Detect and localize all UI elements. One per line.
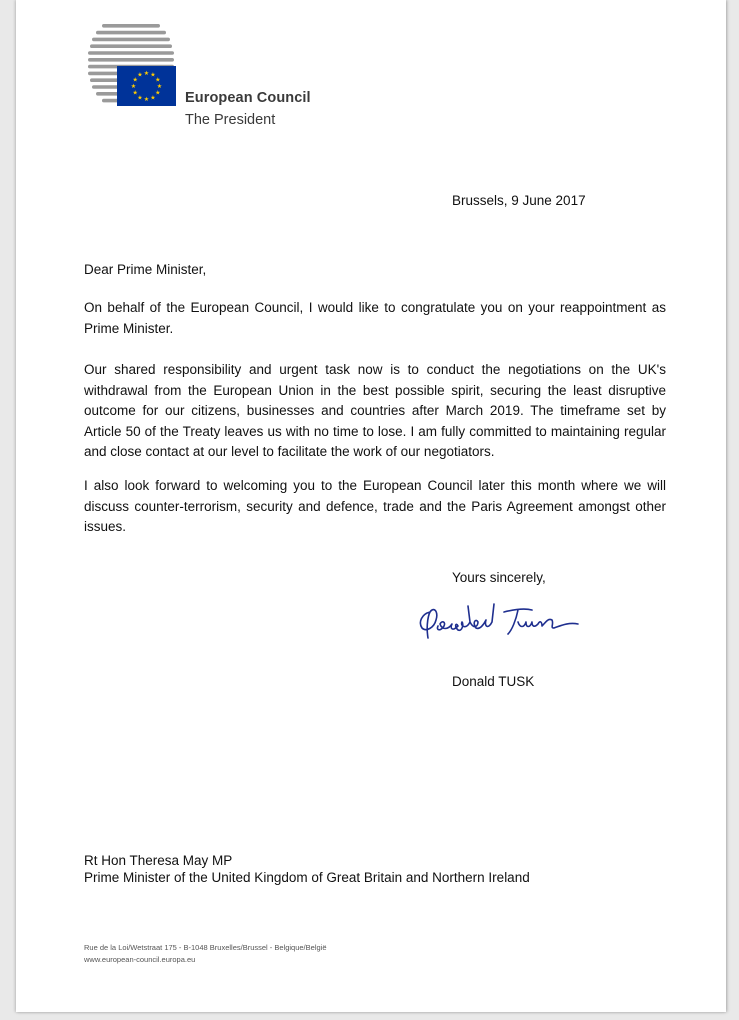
building-stripe — [88, 51, 174, 55]
eu-star-icon: ★ — [155, 76, 161, 84]
letter-date: Brussels, 9 June 2017 — [452, 193, 586, 208]
eu-star-icon: ★ — [130, 83, 137, 90]
building-stripe — [102, 24, 160, 28]
building-stripe — [90, 44, 172, 48]
building-stripe — [88, 58, 174, 62]
building-stripe — [96, 31, 166, 35]
letter-page — [16, 0, 726, 1012]
closing: Yours sincerely, — [452, 570, 546, 585]
footer-website-link[interactable]: www.european-council.europa.eu — [84, 955, 196, 964]
paragraph-3: I also look forward to welcoming you to the European Council later this month where we will discuss counter-terrorism, security and defence, trade and the Paris Agreement amongst other issues. — [84, 478, 666, 534]
eu-star-icon: ★ — [132, 89, 138, 97]
paragraph-1: On behalf of the European Council, I would like to congratulate you on your reappointment as Prime Minister. — [84, 300, 666, 336]
recipient-title: Prime Minister of the United Kingdom of Great Britain and Northern Ireland — [84, 870, 530, 885]
eu-star-icon: ★ — [143, 96, 150, 103]
eu-star-icon: ★ — [137, 71, 143, 79]
paragraph-2: Our shared responsibility and urgent task now is to conduct the negotiations on the UK's withdrawal from the European Union in the best possible spirit, securing the least disruptive outcome for our citizens, businesses and countries after March 2019. The timeframe set by Article 50 of the Treaty leaves us with no time to lose. I am fully committed to maintaining regular and close contact at our level to facilitate the work of our negotiators. — [84, 362, 666, 459]
eu-star-icon: ★ — [156, 83, 163, 90]
building-stripe — [92, 38, 170, 42]
recipient-name: Rt Hon Theresa May MP — [84, 853, 233, 868]
european-council-logo — [84, 22, 184, 108]
eu-star-icon: ★ — [150, 71, 156, 79]
eu-star-icon: ★ — [155, 89, 161, 97]
organization-name: European Council — [185, 90, 311, 106]
salutation: Dear Prime Minister, — [84, 262, 207, 277]
footer-address: Rue de la Loi/Wetstraat 175 - B-1048 Bruxelles/Brussel - Belgique/België — [84, 943, 327, 952]
eu-star-icon: ★ — [132, 76, 138, 84]
handwritten-signature — [408, 592, 598, 648]
signer-name: Donald TUSK — [452, 674, 535, 689]
eu-star-icon: ★ — [150, 94, 156, 102]
office-title: The President — [185, 112, 276, 128]
eu-star-icon: ★ — [143, 70, 150, 77]
eu-star-icon: ★ — [137, 94, 143, 102]
